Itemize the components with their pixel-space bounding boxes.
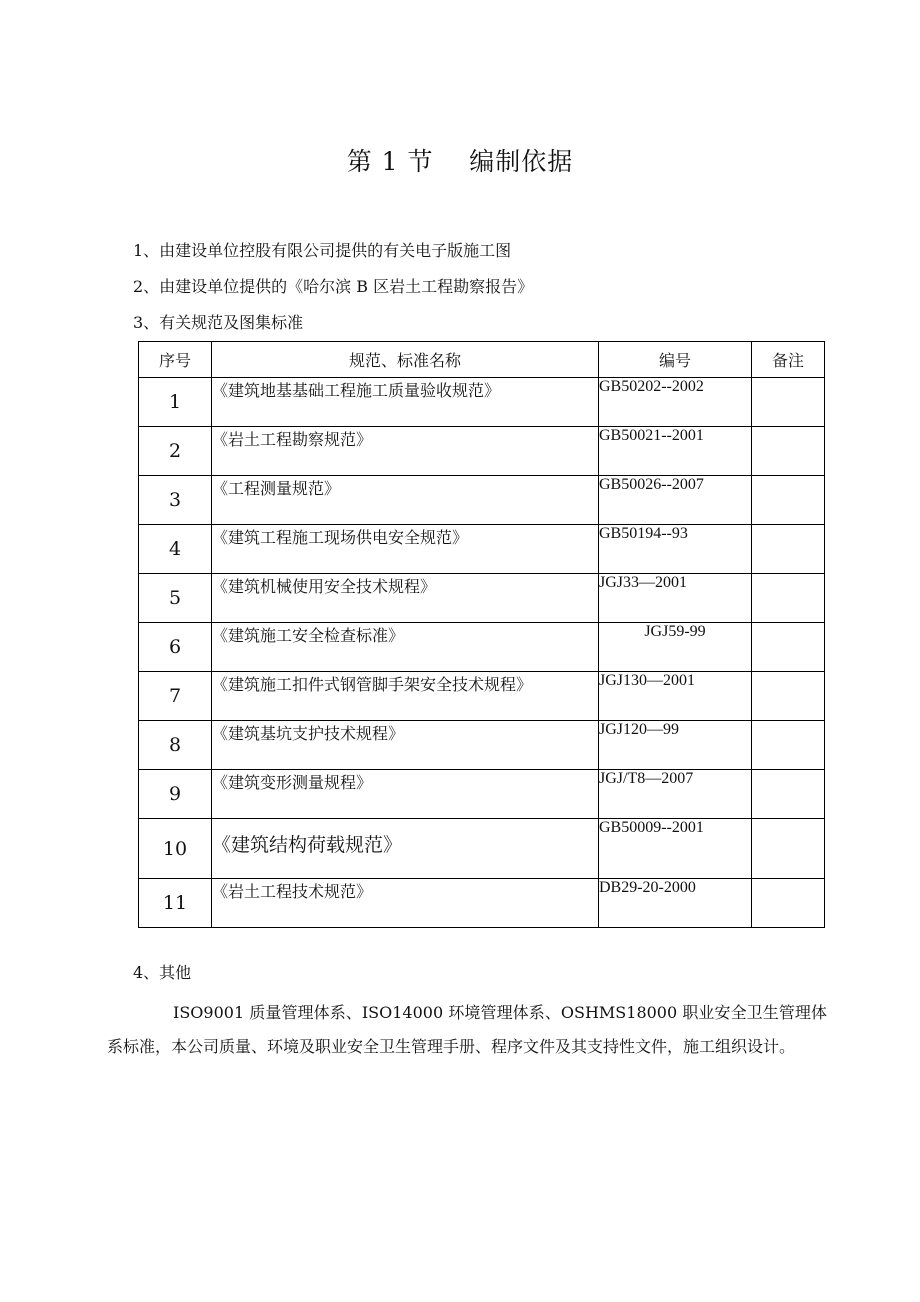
table-row <box>139 574 825 623</box>
row-name: 《岩土工程勘察规范》 <box>212 427 599 476</box>
row-code: GB50009--2001 <box>599 819 752 879</box>
row-code: GB50026--2007 <box>599 476 752 525</box>
header-note: 备注 <box>752 342 825 378</box>
basis-item-1: 1、由建设单位控股有限公司提供的有关电子版施工图 <box>133 241 512 260</box>
header-seq: 序号 <box>139 342 212 378</box>
row-note <box>752 879 825 928</box>
row-name: 《建筑变形测量规程》 <box>212 770 599 819</box>
table-header-row <box>139 342 825 378</box>
row-name: 《建筑结构荷载规范》 <box>212 819 599 879</box>
section-title: 第 1 节 编制依据 <box>346 147 574 176</box>
standards-table <box>138 341 825 928</box>
row-note <box>752 623 825 672</box>
other-heading: 4、其他 <box>133 963 192 982</box>
table-row <box>139 525 825 574</box>
row-code: DB29-20-2000 <box>599 879 752 928</box>
row-num: 11 <box>139 879 212 928</box>
table-row <box>139 672 825 721</box>
row-num: 8 <box>139 721 212 770</box>
row-num: 7 <box>139 672 212 721</box>
row-name: 《建筑地基基础工程施工质量验收规范》 <box>212 378 599 427</box>
basis-item-2: 2、由建设单位提供的《哈尔滨 B 区岩土工程勘察报告》 <box>133 277 534 296</box>
row-note <box>752 819 825 879</box>
row-num: 10 <box>139 819 212 879</box>
row-note <box>752 427 825 476</box>
row-num: 5 <box>139 574 212 623</box>
header-code: 编号 <box>599 342 752 378</box>
row-note <box>752 378 825 427</box>
row-num: 9 <box>139 770 212 819</box>
table-row <box>139 427 825 476</box>
row-code: GB50202--2002 <box>599 378 752 427</box>
table-row <box>139 819 825 879</box>
row-name: 《建筑机械使用安全技术规程》 <box>212 574 599 623</box>
row-note <box>752 525 825 574</box>
row-num: 3 <box>139 476 212 525</box>
row-code: JGJ33—2001 <box>599 574 752 623</box>
row-code: GB50194--93 <box>599 525 752 574</box>
row-name: 《建筑工程施工现场供电安全规范》 <box>212 525 599 574</box>
table-row <box>139 770 825 819</box>
table-row <box>139 879 825 928</box>
row-code: GB50021--2001 <box>599 427 752 476</box>
row-num: 1 <box>139 378 212 427</box>
table-row <box>139 476 825 525</box>
row-name: 《建筑施工扣件式钢管脚手架安全技术规程》 <box>212 672 599 721</box>
row-code: JGJ59-99 <box>599 623 752 672</box>
table-row <box>139 721 825 770</box>
row-note <box>752 672 825 721</box>
row-name: 《岩土工程技术规范》 <box>212 879 599 928</box>
row-name: 《建筑施工安全检查标准》 <box>212 623 599 672</box>
row-note <box>752 476 825 525</box>
table-row <box>139 623 825 672</box>
row-name: 《工程测量规范》 <box>212 476 599 525</box>
row-num: 2 <box>139 427 212 476</box>
row-name: 《建筑基坑支护技术规程》 <box>212 721 599 770</box>
table-row <box>139 378 825 427</box>
row-code: JGJ130—2001 <box>599 672 752 721</box>
basis-item-3: 3、有关规范及图集标准 <box>133 313 304 332</box>
row-note <box>752 721 825 770</box>
row-note <box>752 574 825 623</box>
row-num: 6 <box>139 623 212 672</box>
row-num: 4 <box>139 525 212 574</box>
row-code: JGJ120—99 <box>599 721 752 770</box>
row-code: JGJ/T8—2007 <box>599 770 752 819</box>
row-note <box>752 770 825 819</box>
header-name: 规范、标准名称 <box>212 342 599 378</box>
other-body: ISO9001 质量管理体系、ISO14000 环境管理体系、OSHMS18000 职业安全卫生管理体系标准，本公司质量、环境及职业安全卫生管理手册、程序文件及其支持性文件，施工组织设计。 <box>107 1003 827 1056</box>
